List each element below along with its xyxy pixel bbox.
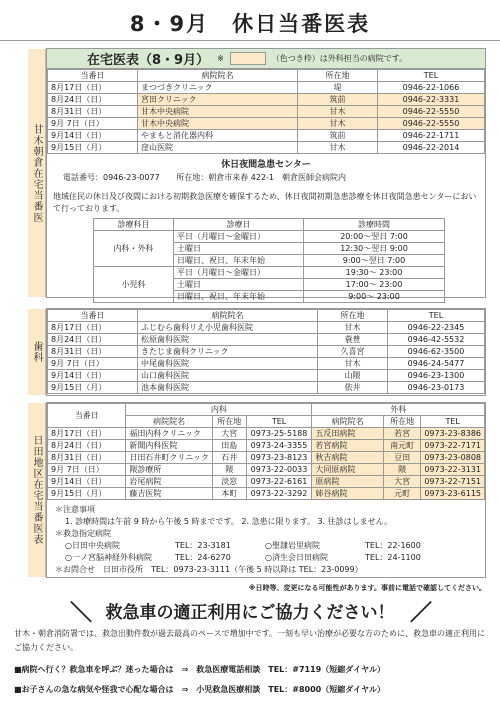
row-loc: 山隈 (318, 370, 388, 382)
table-row (48, 452, 485, 464)
row-dept: 小児科 (94, 267, 174, 303)
row-day: 日曜日、祝日、年末年始 (174, 291, 304, 303)
row-name: ふじむら歯科リえ小児歯科医院 (138, 322, 318, 334)
home-care-side-label: 甘木朝倉在宅当番医 (28, 49, 46, 297)
hotline-7119: ■病院へ行く？救急車を呼ぶ？迷った場合は ⇒ 救急医療電話相談 TEL：#7119（短縮ダイヤル） (14, 665, 386, 674)
col-time: 診療時間 (304, 219, 445, 231)
legend-note: （色つき枠）は外科担当の病院です。 (271, 54, 408, 63)
table-row (48, 488, 485, 500)
row-tel: 0946-22-3331 (378, 94, 485, 106)
list-item (55, 552, 477, 564)
col-name: 病院院名 (126, 416, 213, 428)
hospital-name: ○一ノ宮脳神経外科病院 (65, 553, 152, 562)
hospital-name: ○日田中央病院 (65, 541, 120, 550)
row-tel: 0946-22-5550 (378, 118, 485, 130)
hospital-tel: TEL：23-3181 (175, 541, 231, 550)
row-name: 池本歯科医院 (138, 382, 318, 394)
row-geka-tel: 0973-22-3131 (421, 464, 485, 476)
row-naika-loc: 本町 (212, 488, 246, 500)
row-time: 17:00～ 23:00 (304, 279, 445, 291)
ambulance-banner: 救急車の適正利用にご協力ください！ (105, 603, 395, 623)
row-naika-loc: 隈 (212, 464, 246, 476)
row-geka-loc: 豆田 (383, 452, 420, 464)
col-name: 病院院名 (138, 310, 318, 322)
row-naika-loc: 田島 (212, 440, 246, 452)
row-date: 8月17日（日） (48, 428, 126, 440)
row-date: 9月14日（日） (48, 476, 126, 488)
home-care-section (31, 48, 486, 301)
page-title: 8・9月 休日当番医表 (129, 12, 371, 36)
table-row (48, 428, 485, 440)
table-row (94, 267, 445, 279)
home-care-heading: 在宅医表（8・9月） (87, 53, 210, 68)
row-name: 宮田クリニック (138, 94, 298, 106)
row-date: 8月17日（日） (48, 82, 138, 94)
row-day: 日曜日、祝日、年末年始 (174, 255, 304, 267)
row-naika-tel: 0973-23-8123 (246, 452, 312, 464)
col-loc: 所在地 (383, 416, 420, 428)
table-row (48, 440, 485, 452)
night-center-title: 休日夜間急患センター (221, 160, 311, 170)
col-naika: 内科 (126, 404, 312, 416)
hita-table (47, 403, 485, 500)
row-naika-name: 日田石井町クリニック (126, 452, 213, 464)
row-naika-name: 岩尾病院 (126, 476, 213, 488)
table-row (48, 94, 485, 106)
row-day: 平日（月曜日～金曜日） (174, 267, 304, 279)
night-center-address: 所在地：朝倉市来春 422-1 朝倉医師会病院内 (176, 173, 347, 182)
table-row (48, 346, 485, 358)
row-tel: 0946-22-2345 (388, 322, 485, 334)
row-date: 8月24日（日） (48, 94, 138, 106)
hospital-tel: TEL：22-1600 (365, 541, 421, 550)
row-name: やまもと消化器内科 (138, 130, 298, 142)
row-geka-loc: 若宮 (383, 428, 420, 440)
col-loc: 所在地 (212, 416, 246, 428)
row-name: 松原歯科医院 (138, 334, 318, 346)
row-date: 9月15日（月） (48, 488, 126, 500)
row-time: 19:30～ 23:00 (304, 267, 445, 279)
row-tel: 0946-22-1711 (378, 130, 485, 142)
hospital-tel: TEL：24-1100 (365, 553, 421, 562)
row-date: 8月31日（日） (48, 346, 138, 358)
row-loc: 蓑豊 (318, 334, 388, 346)
row-naika-tel: 0973-24-3355 (246, 440, 312, 452)
row-geka-name: 五反田病院 (312, 428, 384, 440)
night-center-info (63, 172, 485, 183)
row-day: 土曜日 (174, 243, 304, 255)
row-loc: 甘木 (318, 358, 388, 370)
hita-section (31, 402, 486, 578)
row-geka-name: 原病院 (312, 476, 384, 488)
row-tel: 0946-23-1300 (388, 370, 485, 382)
row-date: 8月31日（日） (48, 106, 138, 118)
list-item (55, 540, 477, 552)
night-center-phone: 電話番号：0946-23-0077 (63, 173, 160, 182)
row-geka-name: 姉谷病院 (312, 488, 384, 500)
table-row (48, 370, 485, 382)
table-row (48, 358, 485, 370)
row-tel: 0946-24-5477 (388, 358, 485, 370)
table-row (94, 231, 445, 243)
col-loc: 所在地 (318, 310, 388, 322)
row-naika-tel: 0973-22-6161 (246, 476, 312, 488)
col-date: 当番日 (48, 404, 126, 428)
table-row (48, 464, 485, 476)
row-tel: 0946-42-5532 (388, 334, 485, 346)
row-naika-loc: 石井 (212, 452, 246, 464)
row-tel: 0946-22-5550 (378, 106, 485, 118)
row-name: まつづきクリニック (138, 82, 298, 94)
table-row (48, 106, 485, 118)
row-geka-name: 秋吉病院 (312, 452, 384, 464)
row-date: 9月 7日（日） (48, 118, 138, 130)
table-row (48, 82, 485, 94)
row-geka-name: 若宮病院 (312, 440, 384, 452)
row-date: 9月 7日（日） (48, 358, 138, 370)
ambulance-paragraph: 甘木・朝倉消防署では、救急出動件数が過去最高のペースで増加中です。一刻も早い治療が必要な方のために、救急車の適正利用にご協力ください。 (14, 629, 485, 652)
row-naika-tel: 0973-22-0033 (246, 464, 312, 476)
emergency-heading: ＊救急指定病院 (55, 529, 111, 538)
table-row (48, 382, 485, 394)
row-geka-tel: 0973-23-8386 (421, 428, 485, 440)
row-geka-loc: 元町 (383, 488, 420, 500)
hospital-tel: TEL：24-6270 (175, 553, 231, 562)
home-care-header (47, 49, 485, 69)
row-date: 8月24日（日） (48, 440, 126, 452)
row-day: 平日（月曜日～金曜日） (174, 231, 304, 243)
row-name: 窪山医院 (138, 142, 298, 154)
row-loc: 依井 (318, 382, 388, 394)
table-row (48, 118, 485, 130)
row-name: 中尾歯科医院 (138, 358, 318, 370)
col-date: 当番日 (48, 70, 138, 82)
row-date: 9月 7日（日） (48, 464, 126, 476)
row-tel: 0946-62-3500 (388, 346, 485, 358)
row-date: 9月14日（日） (48, 130, 138, 142)
row-time: 9:00～翌日 7:00 (304, 255, 445, 267)
dental-side-label: 歯科 (28, 309, 46, 395)
row-geka-loc: 隈 (383, 464, 420, 476)
hotline-8000: ■お子さんの急な病気や怪我で心配な場合は ⇒ 小児救急医療相談 TEL：#8000（短縮ダイヤル） (14, 685, 386, 694)
row-date: 8月31日（日） (48, 452, 126, 464)
col-tel: TEL (421, 416, 485, 428)
row-tel: 0946-22-1066 (378, 82, 485, 94)
row-geka-tel: 0973-22-7151 (421, 476, 485, 488)
row-loc: 堤 (298, 82, 378, 94)
row-naika-loc: 大宮 (212, 428, 246, 440)
title-divider (0, 40, 500, 41)
row-naika-tel: 0973-25-5188 (246, 428, 312, 440)
col-tel: TEL (246, 416, 312, 428)
hospital-name: ○済生会日田病院 (265, 553, 328, 562)
row-geka-tel: 0973-22-7171 (421, 440, 485, 452)
row-date: 8月24日（日） (48, 334, 138, 346)
row-loc: 筑前 (298, 130, 378, 142)
table-row (48, 476, 485, 488)
row-name: きたじま歯科クリニック (138, 346, 318, 358)
change-footnote: ※日時等、変更になる可能性があります。事前に電話で確認してください。 (248, 584, 486, 592)
hospital-name: ○聖隷岩里病院 (265, 541, 320, 550)
row-dept: 内科・外科 (94, 231, 174, 267)
col-loc: 所在地 (298, 70, 378, 82)
table-row (48, 334, 485, 346)
dental-section (31, 308, 486, 396)
home-care-table (47, 69, 485, 154)
col-dept: 診療科目 (94, 219, 174, 231)
col-name: 病院院名 (312, 416, 384, 428)
row-day: 土曜日 (174, 279, 304, 291)
row-date: 8月17日（日） (48, 322, 138, 334)
notes-heading: ＊注意事項 (55, 505, 95, 514)
row-date: 9月15日（月） (48, 142, 138, 154)
col-date: 当番日 (48, 310, 138, 322)
row-name: 甘木中央病院 (138, 118, 298, 130)
row-geka-tel: 0973-23-6115 (421, 488, 485, 500)
row-time: 20:00～翌日 7:00 (304, 231, 445, 243)
inquiry: ＊お問合せ 日田市役所 TEL：0973-23-3111（午後 5 時以降は TEL：23-0099） (55, 565, 363, 574)
hita-notes (47, 500, 485, 580)
banner-slash-right: ／ (410, 601, 433, 626)
row-name: 甘木中央病院 (138, 106, 298, 118)
col-geka: 外科 (312, 404, 485, 416)
row-geka-loc: 大宮 (383, 476, 420, 488)
row-geka-tel: 0973-23-0808 (421, 452, 485, 464)
row-tel: 0946-22-2014 (378, 142, 485, 154)
legend-mark: ※ (217, 54, 224, 63)
dental-table (47, 309, 485, 394)
row-loc: 久喜宮 (318, 346, 388, 358)
row-date: 9月14日（日） (48, 370, 138, 382)
row-geka-name: 大同原病院 (312, 464, 384, 476)
row-loc: 甘木 (298, 142, 378, 154)
legend-color-box (230, 52, 266, 65)
row-tel: 0946-23-0173 (388, 382, 485, 394)
night-center-description: 地域住民の休日及び夜間における初期救急医療を確保するため、休日夜間初期急患診療を休日夜間急患センターにおいて行っております。 (53, 192, 477, 213)
row-loc: 甘木 (318, 322, 388, 334)
row-naika-name: 福田内科クリニック (126, 428, 213, 440)
row-geka-loc: 南元町 (383, 440, 420, 452)
banner-slash-left: ＼ (70, 601, 93, 626)
row-name: 山口歯科医院 (138, 370, 318, 382)
table-row (48, 142, 485, 154)
row-naika-name: 新聞内科医院 (126, 440, 213, 452)
col-day: 診療日 (174, 219, 304, 231)
row-naika-name: 隈診療所 (126, 464, 213, 476)
row-naika-name: 藤吉医院 (126, 488, 213, 500)
row-time: 9:00～ 23:00 (304, 291, 445, 303)
row-loc: 甘木 (298, 118, 378, 130)
col-tel: TEL (388, 310, 485, 322)
col-name: 病院院名 (138, 70, 298, 82)
row-loc: 甘木 (298, 106, 378, 118)
hita-side-label: 日田地区在宅当番医表 (28, 403, 46, 577)
night-center-hours-table (93, 218, 445, 303)
row-date: 9月15日（月） (48, 382, 138, 394)
notes-items: 1. 診療時間は午前 9 時から午後 5 時までです。 2. 急患に限ります。 3. 往診はしません。 (65, 517, 393, 526)
row-naika-loc: 淡窓 (212, 476, 246, 488)
row-loc: 筑前 (298, 94, 378, 106)
table-row (48, 322, 485, 334)
table-row (48, 130, 485, 142)
row-time: 12:30～翌日 9:00 (304, 243, 445, 255)
col-tel: TEL (378, 70, 485, 82)
row-naika-tel: 0973-22-3292 (246, 488, 312, 500)
